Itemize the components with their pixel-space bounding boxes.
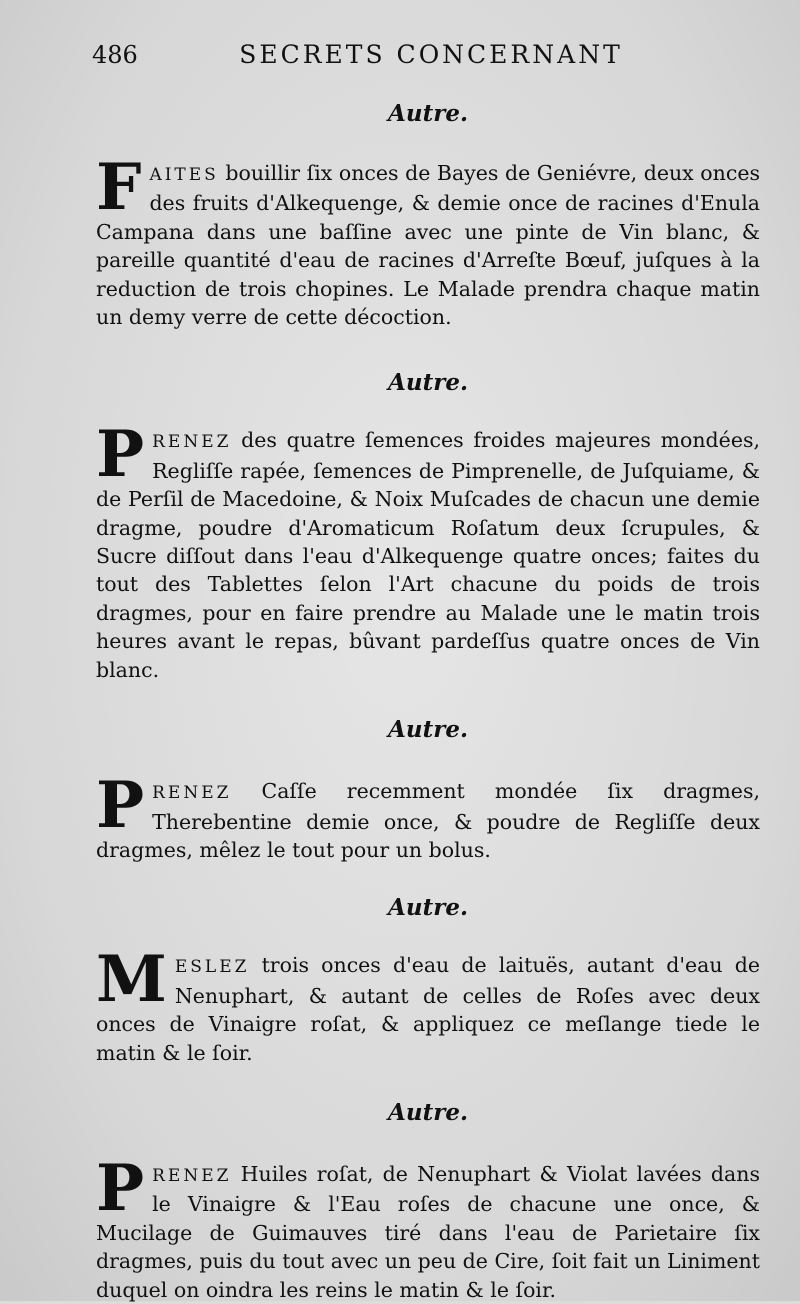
recipe-text: trois onces d'eau de laituës, autant d'eau de Nenuphart, & autant de celles de Roſes avec deux onces de Vinaigre roſat, & appliquez ce meſlange tiede le matin & le ſoir. [96, 953, 760, 1065]
recipe-text: Caſſe recemment mondée ſix dragmes, Therebentine demie once, & poudre de Regliſſe deux dragmes, mêlez le tout pour un bolus. [96, 779, 760, 862]
recipe-text: bouillir ſix onces de Bayes de Geniévre, deux onces des fruits d'Alkequenge, & demie once de racines d'Enula Campana dans une baſſine avec une pinte de Vin blanc, & pareille quantité d'eau de racines d'Arreſte Bœuf, juſques à la reduction de trois chopines. Le Malade prendra chaque matin un demy verre de cette décoction. [96, 161, 760, 330]
section-heading: Autre. [388, 894, 468, 922]
drop-cap: F [96, 150, 142, 225]
page-number: 486 [92, 41, 138, 69]
running-title: SECRETS CONCERNANT [239, 40, 623, 69]
lead-word: RENEZ [152, 1165, 232, 1186]
section-heading: Autre. [388, 100, 468, 127]
recipe-text: des quatre ſemences froides majeures mondées, Regliſſe rapée, ſemences de Pimprenelle, de Juſquiame, & de Perſil de Macedoine, & Noix Muſcades de chacun une demie dragme, poudre d'Aromaticum Roſatum deux ſcrupules, & Sucre diſſout dans l'eau d'Alkequenge quatre onces; faites du tout des Tablettes ſelon l'Art chacune du poids de trois dragmes, pour en faire prendre au Malade une le matin trois heures avant le repas, bûvant pardeſſus quatre onces de Vin blanc. [96, 428, 760, 682]
recipe-paragraph [96, 417, 760, 684]
recipe-text: Huiles roſat, de Nenuphart & Violat lavées dans le Vinaigre & l'Eau roſes de chacune une once, & Mucilage de Guimauves tiré dans l'eau de Parietaire ſix dragmes, puis du tout avec un peu de Cire, ſoit fait un Liniment duquel on oindra les reins le matin & le ſoir. [96, 1161, 760, 1302]
drop-cap: P [96, 417, 145, 493]
lead-word: RENEZ [152, 432, 232, 453]
drop-cap: M [96, 942, 167, 1018]
drop-cap: P [96, 1150, 145, 1226]
section-heading: Autre. [388, 1098, 468, 1126]
drop-cap: P [96, 768, 145, 844]
section-heading: Autre. [388, 369, 468, 397]
lead-word: RENEZ [152, 783, 232, 804]
recipe-paragraph [96, 1150, 760, 1304]
recipe-paragraph [96, 768, 760, 864]
lead-word: ESLEZ [174, 957, 250, 978]
section-heading: Autre. [388, 716, 468, 744]
recipe-paragraph [96, 150, 760, 331]
running-head [92, 40, 760, 80]
recipe-paragraph [96, 942, 760, 1067]
lead-word: AITES [149, 165, 219, 185]
